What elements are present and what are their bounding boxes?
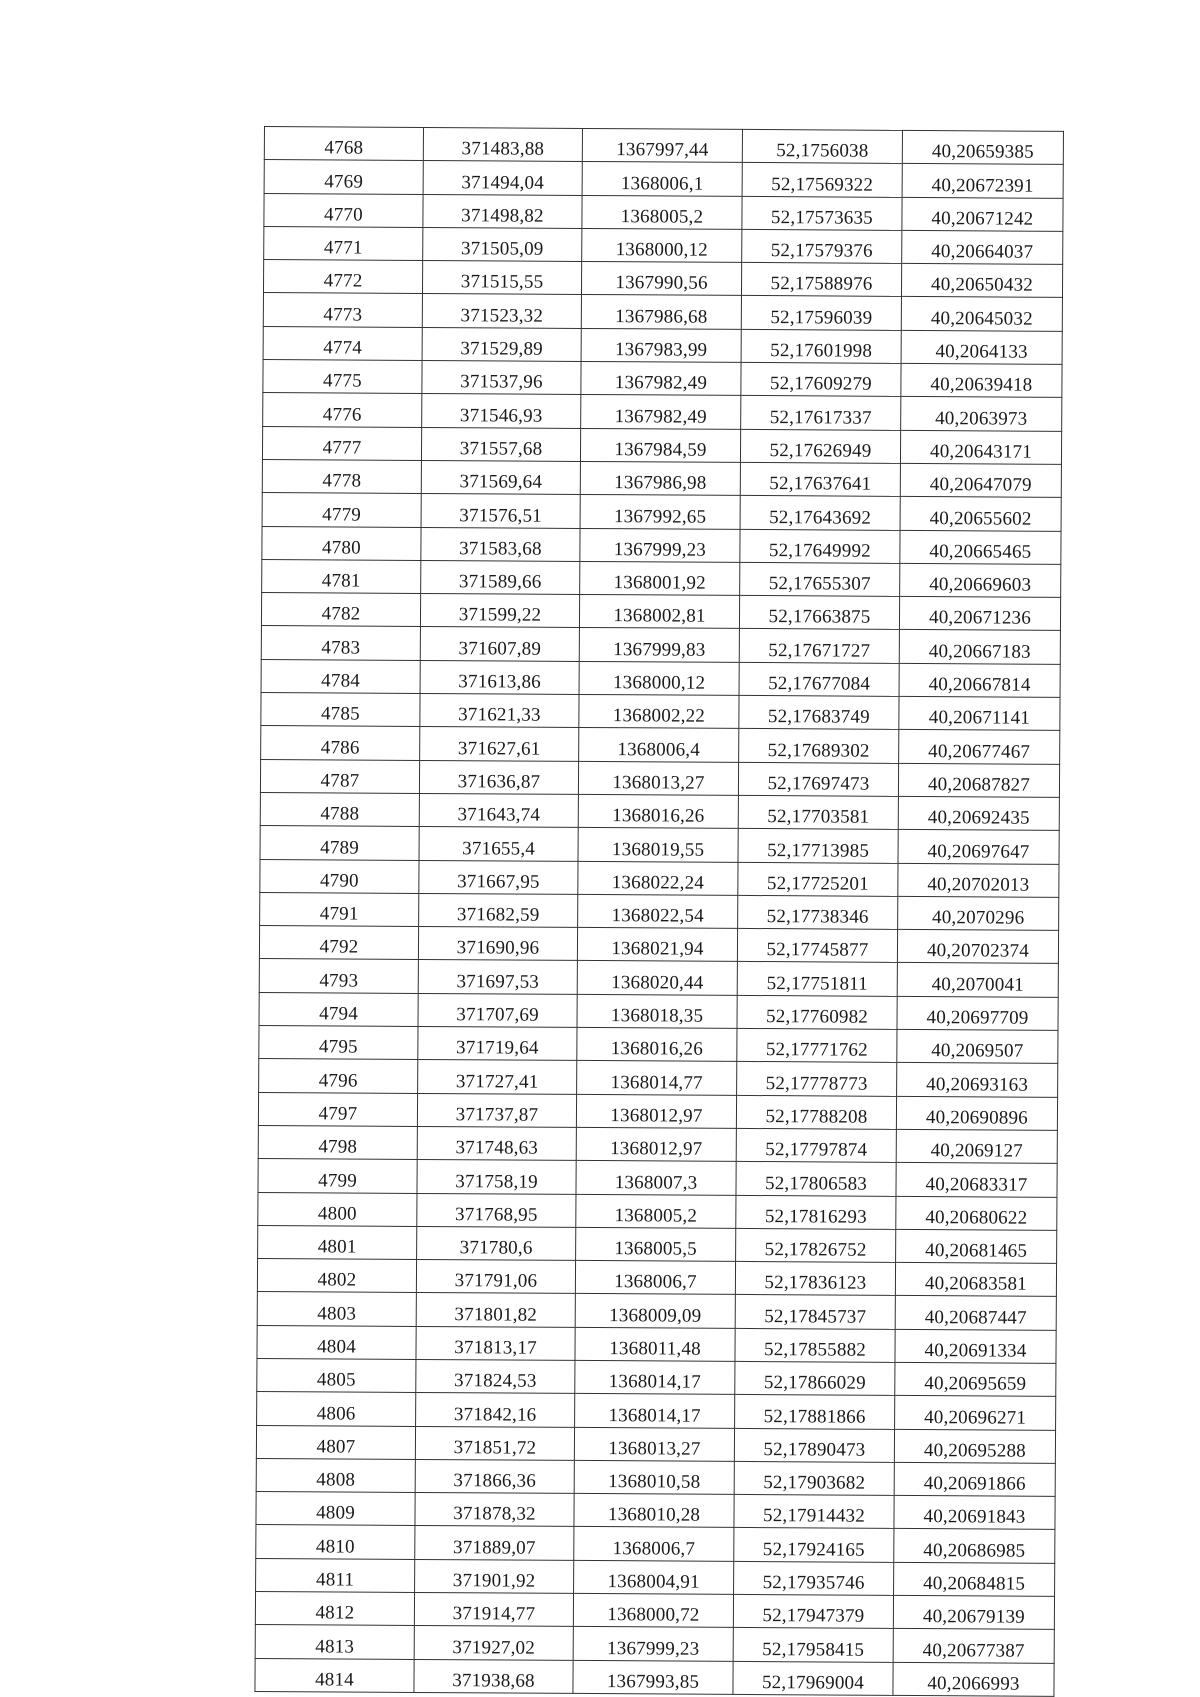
point-number-cell: 4777: [262, 426, 421, 460]
point-number-cell: 4802: [257, 1259, 416, 1293]
x-coordinate-cell: 371842,16: [416, 1393, 575, 1427]
x-coordinate-cell: 371938,68: [414, 1659, 573, 1693]
latitude-cell: 52,17914432: [734, 1495, 894, 1529]
y-coordinate-cell: 1368000,12: [579, 661, 739, 695]
x-coordinate-cell: 371529,89: [422, 327, 581, 361]
longitude-cell: 40,20692435: [898, 796, 1059, 830]
point-number-cell: 4772: [263, 260, 422, 294]
table-row: [260, 759, 1059, 797]
point-number-cell: 4808: [256, 1458, 415, 1492]
point-number-cell: 4785: [261, 693, 420, 727]
y-coordinate-cell: 1368014,17: [575, 1360, 735, 1394]
table-row: [262, 426, 1061, 464]
table-row: [259, 1059, 1058, 1097]
x-coordinate-cell: 371878,32: [415, 1493, 574, 1527]
point-number-cell: 4811: [256, 1558, 415, 1592]
latitude-cell: 52,17738346: [738, 895, 898, 929]
point-number-cell: 4775: [263, 360, 422, 394]
x-coordinate-cell: 371523,32: [422, 294, 581, 328]
longitude-cell: 40,20667814: [899, 663, 1060, 697]
longitude-cell: 40,2063973: [901, 397, 1062, 431]
latitude-cell: 52,17890473: [734, 1428, 894, 1462]
longitude-cell: 40,20671141: [899, 696, 1060, 730]
latitude-cell: 52,17745877: [737, 929, 897, 963]
x-coordinate-cell: 371537,96: [422, 361, 581, 395]
x-coordinate-cell: 371494,04: [423, 161, 582, 195]
table-row: [260, 892, 1059, 930]
point-number-cell: 4782: [261, 593, 420, 627]
x-coordinate-cell: 371621,33: [420, 694, 579, 728]
point-number-cell: 4780: [262, 526, 421, 560]
table-row: [257, 1392, 1056, 1430]
table-row: [261, 593, 1060, 631]
longitude-cell: 40,20647079: [900, 463, 1061, 497]
x-coordinate-cell: 371889,07: [415, 1526, 574, 1560]
latitude-cell: 52,17579376: [742, 229, 902, 263]
latitude-cell: 52,17947379: [733, 1594, 893, 1628]
point-number-cell: 4790: [260, 859, 419, 893]
table-row: [262, 526, 1061, 564]
point-number-cell: 4804: [257, 1325, 416, 1359]
table-row: [255, 1592, 1054, 1630]
table-row: [258, 1159, 1057, 1197]
table-row: [257, 1358, 1056, 1396]
y-coordinate-cell: 1368013,27: [578, 761, 738, 795]
longitude-cell: 40,20702013: [898, 863, 1059, 897]
table-row: [258, 1225, 1057, 1263]
x-coordinate-cell: 371583,68: [421, 527, 580, 561]
longitude-cell: 40,2066993: [893, 1662, 1054, 1696]
table-row: [261, 626, 1060, 664]
longitude-cell: 40,2070296: [898, 896, 1059, 930]
latitude-cell: 52,17751811: [737, 962, 897, 996]
table-row: [259, 926, 1058, 964]
point-number-cell: 4773: [263, 293, 422, 327]
x-coordinate-cell: 371643,74: [419, 793, 578, 827]
latitude-cell: 52,17713985: [738, 829, 898, 863]
y-coordinate-cell: 1368014,17: [575, 1394, 735, 1428]
y-coordinate-cell: 1368002,22: [579, 694, 739, 728]
latitude-cell: 52,17671727: [739, 629, 899, 663]
table-row: [263, 393, 1062, 431]
latitude-cell: 52,17845737: [735, 1295, 895, 1329]
x-coordinate-cell: 371758,19: [417, 1160, 576, 1194]
latitude-cell: 52,17958415: [733, 1628, 893, 1662]
table-row: [259, 992, 1058, 1030]
x-coordinate-cell: 371498,82: [423, 194, 582, 228]
latitude-cell: 52,17935746: [734, 1561, 894, 1595]
x-coordinate-cell: 371505,09: [423, 227, 582, 261]
x-coordinate-cell: 371515,55: [422, 261, 581, 295]
longitude-cell: 40,2064133: [901, 330, 1062, 364]
y-coordinate-cell: 1368009,09: [575, 1294, 735, 1328]
y-coordinate-cell: 1368006,7: [575, 1261, 735, 1295]
y-coordinate-cell: 1367999,83: [579, 628, 739, 662]
table-row: [262, 559, 1061, 597]
longitude-cell: 40,20672391: [902, 164, 1063, 198]
coordinates-table: [254, 126, 1064, 1697]
x-coordinate-cell: 371737,87: [417, 1093, 576, 1127]
y-coordinate-cell: 1368010,58: [574, 1460, 734, 1494]
latitude-cell: 52,17881866: [735, 1395, 895, 1429]
longitude-cell: 40,20687827: [898, 763, 1059, 797]
latitude-cell: 52,17969004: [733, 1661, 893, 1695]
y-coordinate-cell: 1368007,3: [576, 1161, 736, 1195]
longitude-cell: 40,20691866: [894, 1462, 1055, 1496]
latitude-cell: 52,17771762: [737, 1028, 897, 1062]
latitude-cell: 52,17569322: [742, 163, 902, 197]
x-coordinate-cell: 371667,95: [419, 860, 578, 894]
latitude-cell: 52,1756038: [742, 129, 902, 163]
point-number-cell: 4786: [261, 726, 420, 760]
y-coordinate-cell: 1368019,55: [578, 828, 738, 862]
longitude-cell: 40,2069127: [896, 1129, 1057, 1163]
x-coordinate-cell: 371727,41: [418, 1060, 577, 1094]
y-coordinate-cell: 1368016,26: [578, 794, 738, 828]
table-row: [263, 293, 1062, 331]
table-row: [261, 659, 1060, 697]
x-coordinate-cell: 371851,72: [415, 1426, 574, 1460]
latitude-cell: 52,17826752: [736, 1228, 896, 1262]
y-coordinate-cell: 1368006,1: [582, 162, 742, 196]
latitude-cell: 52,17778773: [737, 1062, 897, 1096]
y-coordinate-cell: 1367982,49: [581, 362, 741, 396]
latitude-cell: 52,17588976: [741, 263, 901, 297]
y-coordinate-cell: 1367993,85: [573, 1660, 733, 1694]
table-row: [259, 959, 1058, 997]
longitude-cell: 40,20702374: [897, 930, 1058, 964]
longitude-cell: 40,20691843: [894, 1496, 1055, 1530]
latitude-cell: 52,17760982: [737, 995, 897, 1029]
latitude-cell: 52,17596039: [741, 296, 901, 330]
table-row: [260, 792, 1059, 830]
y-coordinate-cell: 1368022,54: [578, 894, 738, 928]
table-row: [260, 826, 1059, 864]
point-number-cell: 4789: [260, 826, 419, 860]
longitude-cell: 40,20684815: [894, 1562, 1055, 1596]
point-number-cell: 4801: [258, 1225, 417, 1259]
y-coordinate-cell: 1368004,91: [574, 1560, 734, 1594]
table-row: [256, 1425, 1055, 1463]
x-coordinate-cell: 371824,53: [416, 1359, 575, 1393]
point-number-cell: 4784: [261, 659, 420, 693]
longitude-cell: 40,20693163: [897, 1063, 1058, 1097]
longitude-cell: 40,20680622: [896, 1196, 1057, 1230]
y-coordinate-cell: 1367992,65: [580, 495, 740, 529]
latitude-cell: 52,17643692: [740, 496, 900, 530]
table-row: [264, 226, 1063, 264]
latitude-cell: 52,17903682: [734, 1461, 894, 1495]
longitude-cell: 40,20679139: [893, 1595, 1054, 1629]
x-coordinate-cell: 371866,36: [415, 1459, 574, 1493]
longitude-cell: 40,20695659: [895, 1362, 1056, 1396]
latitude-cell: 52,17601998: [741, 329, 901, 363]
y-coordinate-cell: 1367999,23: [580, 528, 740, 562]
latitude-cell: 52,17788208: [736, 1095, 896, 1129]
point-number-cell: 4770: [264, 193, 423, 227]
latitude-cell: 52,17573635: [742, 196, 902, 230]
latitude-cell: 52,17924165: [734, 1528, 894, 1562]
longitude-cell: 40,20671242: [902, 197, 1063, 231]
point-number-cell: 4798: [258, 1125, 417, 1159]
x-coordinate-cell: 371636,87: [419, 760, 578, 794]
x-coordinate-cell: 371748,63: [417, 1126, 576, 1160]
x-coordinate-cell: 371813,17: [416, 1326, 575, 1360]
point-number-cell: 4803: [257, 1292, 416, 1326]
point-number-cell: 4774: [263, 326, 422, 360]
y-coordinate-cell: 1367984,59: [580, 428, 740, 462]
x-coordinate-cell: 371697,53: [418, 960, 577, 994]
y-coordinate-cell: 1368005,2: [576, 1194, 736, 1228]
y-coordinate-cell: 1368005,5: [576, 1227, 736, 1261]
latitude-cell: 52,17663875: [739, 596, 899, 630]
point-number-cell: 4812: [255, 1592, 414, 1626]
longitude-cell: 40,20683581: [895, 1262, 1056, 1296]
point-number-cell: 4800: [258, 1192, 417, 1226]
table-row: [258, 1125, 1057, 1163]
x-coordinate-cell: 371483,88: [423, 127, 582, 161]
point-number-cell: 4791: [260, 892, 419, 926]
longitude-cell: 40,20639418: [901, 363, 1062, 397]
point-number-cell: 4795: [259, 1026, 418, 1060]
coordinates-table-body: [255, 127, 1064, 1697]
x-coordinate-cell: 371599,22: [420, 594, 579, 628]
latitude-cell: 52,17697473: [738, 762, 898, 796]
x-coordinate-cell: 371546,93: [422, 394, 581, 428]
longitude-cell: 40,2070041: [897, 963, 1058, 997]
latitude-cell: 52,17609279: [741, 362, 901, 396]
table-row: [264, 127, 1063, 165]
table-row: [261, 726, 1060, 764]
latitude-cell: 52,17866029: [735, 1361, 895, 1395]
table-row: [261, 693, 1060, 731]
x-coordinate-cell: 371719,64: [418, 1026, 577, 1060]
latitude-cell: 52,17637641: [740, 462, 900, 496]
latitude-cell: 52,17816293: [736, 1195, 896, 1229]
table-row: [258, 1092, 1057, 1130]
table-row: [260, 859, 1059, 897]
latitude-cell: 52,17836123: [735, 1261, 895, 1295]
point-number-cell: 4809: [256, 1492, 415, 1526]
longitude-cell: 40,20683317: [896, 1163, 1057, 1197]
table-row: [262, 493, 1061, 531]
table-row: [257, 1259, 1056, 1297]
latitude-cell: 52,17855882: [735, 1328, 895, 1362]
y-coordinate-cell: 1367997,44: [582, 128, 742, 162]
latitude-cell: 52,17689302: [739, 729, 899, 763]
point-number-cell: 4771: [264, 226, 423, 260]
y-coordinate-cell: 1368022,24: [578, 861, 738, 895]
y-coordinate-cell: 1368011,48: [575, 1327, 735, 1361]
latitude-cell: 52,17797874: [736, 1128, 896, 1162]
x-coordinate-cell: 371569,64: [421, 460, 580, 494]
x-coordinate-cell: 371607,89: [420, 627, 579, 661]
y-coordinate-cell: 1367999,23: [573, 1627, 733, 1661]
longitude-cell: 40,20681465: [896, 1229, 1057, 1263]
table-row: [256, 1558, 1055, 1596]
longitude-cell: 40,20696271: [895, 1396, 1056, 1430]
longitude-cell: 40,20686985: [894, 1529, 1055, 1563]
y-coordinate-cell: 1367986,98: [580, 461, 740, 495]
point-number-cell: 4781: [262, 559, 421, 593]
y-coordinate-cell: 1367986,68: [581, 295, 741, 329]
x-coordinate-cell: 371791,06: [416, 1260, 575, 1294]
longitude-cell: 40,20645032: [901, 297, 1062, 331]
point-number-cell: 4799: [258, 1159, 417, 1193]
latitude-cell: 52,17806583: [736, 1162, 896, 1196]
point-number-cell: 4805: [257, 1358, 416, 1392]
x-coordinate-cell: 371707,69: [418, 993, 577, 1027]
table-row: [256, 1458, 1055, 1496]
y-coordinate-cell: 1368013,27: [574, 1427, 734, 1461]
y-coordinate-cell: 1368002,81: [579, 595, 739, 629]
table-row: [264, 193, 1063, 231]
latitude-cell: 52,17649992: [740, 529, 900, 563]
y-coordinate-cell: 1368012,97: [576, 1127, 736, 1161]
x-coordinate-cell: 371690,96: [418, 927, 577, 961]
y-coordinate-cell: 1368014,77: [577, 1061, 737, 1095]
table-row: [263, 326, 1062, 364]
point-number-cell: 4778: [262, 459, 421, 493]
longitude-cell: 40,20671236: [899, 597, 1060, 631]
table-row: [263, 360, 1062, 398]
table-row: [258, 1192, 1057, 1230]
x-coordinate-cell: 371682,59: [419, 893, 578, 927]
longitude-cell: 40,20677467: [899, 730, 1060, 764]
table-row: [264, 160, 1063, 198]
point-number-cell: 4779: [262, 493, 421, 527]
point-number-cell: 4783: [261, 626, 420, 660]
table-row: [262, 459, 1061, 497]
point-number-cell: 4807: [256, 1425, 415, 1459]
longitude-cell: 40,20665465: [900, 530, 1061, 564]
y-coordinate-cell: 1368000,12: [582, 228, 742, 262]
point-number-cell: 4769: [264, 160, 423, 194]
y-coordinate-cell: 1368006,4: [579, 728, 739, 762]
x-coordinate-cell: 371780,6: [417, 1226, 576, 1260]
point-number-cell: 4810: [256, 1525, 415, 1559]
point-number-cell: 4814: [255, 1658, 414, 1692]
point-number-cell: 4796: [259, 1059, 418, 1093]
longitude-cell: 40,20655602: [900, 497, 1061, 531]
x-coordinate-cell: 371655,4: [419, 827, 578, 861]
longitude-cell: 40,20643171: [900, 430, 1061, 464]
x-coordinate-cell: 371627,61: [420, 727, 579, 761]
table-row: [257, 1325, 1056, 1363]
point-number-cell: 4797: [258, 1092, 417, 1126]
latitude-cell: 52,17725201: [738, 862, 898, 896]
latitude-cell: 52,17703581: [738, 795, 898, 829]
table-row: [257, 1292, 1056, 1330]
point-number-cell: 4806: [257, 1392, 416, 1426]
latitude-cell: 52,17683749: [739, 695, 899, 729]
point-number-cell: 4787: [260, 759, 419, 793]
y-coordinate-cell: 1368018,35: [577, 994, 737, 1028]
x-coordinate-cell: 371576,51: [421, 494, 580, 528]
x-coordinate-cell: 371589,66: [421, 560, 580, 594]
y-coordinate-cell: 1367982,49: [581, 395, 741, 429]
y-coordinate-cell: 1368016,26: [577, 1027, 737, 1061]
y-coordinate-cell: 1368021,94: [577, 928, 737, 962]
longitude-cell: 40,20690896: [896, 1096, 1057, 1130]
y-coordinate-cell: 1367983,99: [581, 328, 741, 362]
longitude-cell: 40,20667183: [899, 630, 1060, 664]
y-coordinate-cell: 1368005,2: [582, 195, 742, 229]
x-coordinate-cell: 371801,82: [416, 1293, 575, 1327]
y-coordinate-cell: 1367990,56: [581, 262, 741, 296]
longitude-cell: 40,20650432: [901, 264, 1062, 298]
point-number-cell: 4792: [259, 926, 418, 960]
longitude-cell: 40,20695288: [894, 1429, 1055, 1463]
y-coordinate-cell: 1368010,28: [574, 1494, 734, 1528]
longitude-cell: 40,20697647: [898, 830, 1059, 864]
table-row: [255, 1625, 1054, 1663]
latitude-cell: 52,17617337: [741, 396, 901, 430]
table-row: [256, 1525, 1055, 1563]
longitude-cell: 40,20687447: [895, 1296, 1056, 1330]
latitude-cell: 52,17655307: [740, 562, 900, 596]
latitude-cell: 52,17677084: [739, 662, 899, 696]
latitude-cell: 52,17626949: [740, 429, 900, 463]
x-coordinate-cell: 371768,95: [417, 1193, 576, 1227]
x-coordinate-cell: 371901,92: [415, 1559, 574, 1593]
point-number-cell: 4793: [259, 959, 418, 993]
x-coordinate-cell: 371914,77: [414, 1593, 573, 1627]
table-row: [259, 1026, 1058, 1064]
longitude-cell: 40,20659385: [902, 130, 1063, 164]
longitude-cell: 40,20691334: [895, 1329, 1056, 1363]
longitude-cell: 40,20697709: [897, 996, 1058, 1030]
point-number-cell: 4813: [255, 1625, 414, 1659]
longitude-cell: 40,20664037: [902, 230, 1063, 264]
point-number-cell: 4788: [260, 792, 419, 826]
longitude-cell: 40,2069507: [897, 1029, 1058, 1063]
table-row: [256, 1492, 1055, 1530]
x-coordinate-cell: 371613,86: [420, 660, 579, 694]
table-row: [263, 260, 1062, 298]
y-coordinate-cell: 1368006,7: [574, 1527, 734, 1561]
x-coordinate-cell: 371557,68: [421, 427, 580, 461]
longitude-cell: 40,20669603: [900, 563, 1061, 597]
point-number-cell: 4768: [264, 127, 423, 161]
table-row: [255, 1658, 1054, 1696]
y-coordinate-cell: 1368020,44: [577, 961, 737, 995]
point-number-cell: 4776: [263, 393, 422, 427]
point-number-cell: 4794: [259, 992, 418, 1026]
y-coordinate-cell: 1368001,92: [580, 561, 740, 595]
y-coordinate-cell: 1368012,97: [576, 1094, 736, 1128]
x-coordinate-cell: 371927,02: [414, 1626, 573, 1660]
longitude-cell: 40,20677387: [893, 1629, 1054, 1663]
y-coordinate-cell: 1368000,72: [573, 1593, 733, 1627]
